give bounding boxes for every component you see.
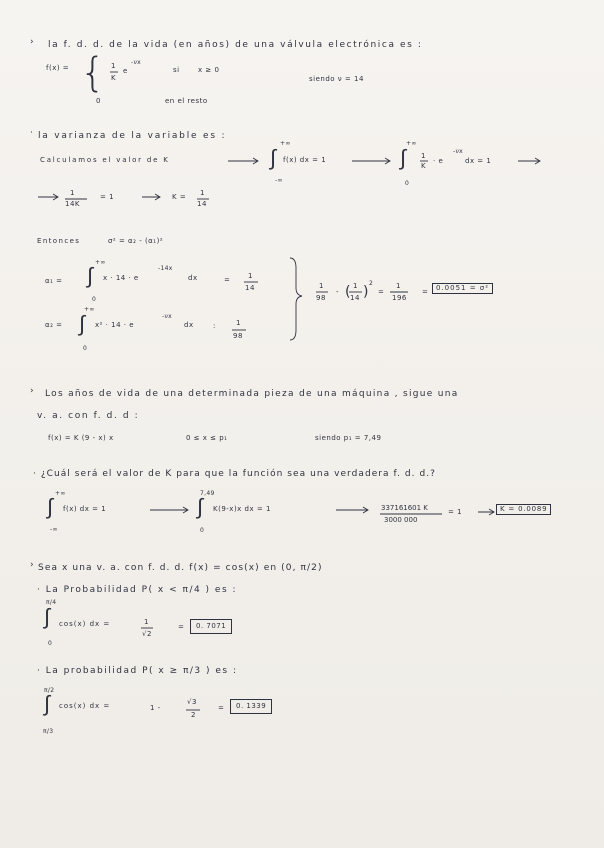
fraction-num: 1 bbox=[319, 282, 324, 290]
integral-icon: ∫ bbox=[270, 146, 277, 171]
int-lower: 0 bbox=[405, 180, 410, 187]
s2-variance-formula: σ² = α₂ - (α₁)² bbox=[108, 237, 164, 245]
s2-heading: la varianza de la variable es : bbox=[38, 131, 227, 141]
s3-question: · ¿Cuál será el valor de K para que la función sea una verdadera f. d. d.? bbox=[33, 469, 437, 479]
fraction-den: 196 bbox=[392, 294, 407, 302]
variance-result-box: 0.0051 = σ² bbox=[432, 283, 493, 294]
p2-result-box: 0. 1339 bbox=[230, 699, 272, 714]
fraction-den: K bbox=[421, 162, 427, 170]
arrow-icon bbox=[352, 158, 390, 164]
integral-icon: ∫ bbox=[44, 692, 51, 717]
int-lower: 0 bbox=[83, 345, 88, 352]
fraction-num: 1 bbox=[144, 618, 149, 626]
s2-l2-eq: = 1 bbox=[100, 193, 115, 201]
int-upper: +∞ bbox=[406, 140, 417, 147]
s4-p1-body: cos(x) dx = bbox=[59, 620, 111, 628]
alpha2-label: α₂ = bbox=[45, 321, 63, 329]
fraction-num: 1 bbox=[200, 189, 205, 197]
arrow-icon bbox=[228, 158, 258, 164]
integral-icon: ∫ bbox=[197, 495, 204, 520]
fraction-den: 98 bbox=[316, 294, 326, 302]
fraction-num: √3 bbox=[187, 698, 197, 706]
s3-siendo: siendo p₁ = 7,49 bbox=[315, 434, 382, 442]
exponent: -14x bbox=[158, 265, 173, 272]
arrow-icon bbox=[38, 194, 58, 200]
s3-range: 0 ≤ x ≤ p₁ bbox=[186, 434, 228, 442]
s2-int2-dx: dx = 1 bbox=[465, 157, 492, 165]
fraction-num: 1 bbox=[421, 152, 426, 160]
fraction-den: K bbox=[111, 74, 117, 82]
s1-resto: en el resto bbox=[165, 97, 208, 105]
s1-zero: 0 bbox=[96, 97, 101, 105]
arrow-icon bbox=[150, 507, 188, 513]
s1-siendo: siendo ν = 14 bbox=[309, 75, 364, 83]
int-lower: -∞ bbox=[50, 526, 58, 533]
fraction-num: 1 bbox=[111, 62, 116, 70]
alpha2-body: x² · 14 · e bbox=[95, 321, 135, 329]
alpha2-eq: : bbox=[213, 322, 216, 330]
equals: = 1 bbox=[448, 508, 463, 516]
int-lower: π/3 bbox=[43, 728, 54, 735]
equals: = bbox=[422, 288, 429, 296]
s3-fx: f(x) = K (9 - x) x bbox=[48, 434, 114, 442]
int-upper: +∞ bbox=[280, 140, 291, 147]
fraction-den: 2 bbox=[191, 711, 196, 719]
int-lower: 0 bbox=[92, 296, 97, 303]
s3-int1: f(x) dx = 1 bbox=[63, 505, 107, 513]
fraction-den: 14 bbox=[245, 284, 255, 292]
int-lower: 0 bbox=[48, 640, 53, 647]
exponent: -νx bbox=[162, 313, 172, 320]
int-lower: -∞ bbox=[275, 177, 283, 184]
integral-icon: ∫ bbox=[87, 264, 94, 289]
s4-p1-label: · La Probabilidad P( x < π/4 ) es : bbox=[37, 585, 238, 595]
bracket bbox=[290, 258, 302, 340]
brace-icon: { bbox=[80, 50, 106, 96]
fraction-num: 1 bbox=[353, 282, 358, 290]
fraction-num: 1 bbox=[248, 272, 253, 280]
exp-base: e bbox=[123, 67, 128, 75]
s4-line1: Sea x una v. a. con f. d. d. f(x) = cos(x) en (0, π/2) bbox=[38, 563, 323, 573]
k-result-box: K = 0.0089 bbox=[496, 504, 551, 515]
p1-result-box: 0. 7071 bbox=[190, 619, 232, 634]
bullet-icon: › bbox=[30, 37, 34, 47]
arrow-icon bbox=[142, 194, 160, 200]
fraction-num: 1 bbox=[70, 189, 75, 197]
s2-calc: Calculamos el valor de K bbox=[40, 156, 170, 164]
minus: - bbox=[336, 288, 340, 296]
arrow-icon bbox=[336, 507, 368, 513]
exponent: 2 bbox=[369, 280, 374, 287]
integral-icon: ∫ bbox=[47, 495, 54, 520]
s4-p2-one: 1 - bbox=[150, 704, 161, 712]
fraction-den: 14 bbox=[197, 200, 207, 208]
s2-int2-body: · e bbox=[433, 157, 444, 165]
int-upper: +∞ bbox=[84, 306, 95, 313]
s2-l2-k: K = bbox=[172, 193, 187, 201]
int-upper: +∞ bbox=[95, 259, 106, 266]
exponent: -νx bbox=[131, 59, 141, 66]
integral-icon: ∫ bbox=[400, 146, 407, 171]
bullet-icon: · bbox=[30, 128, 33, 138]
s2-entonces: Entonces bbox=[37, 237, 81, 245]
s1-condition: x ≥ 0 bbox=[198, 66, 220, 74]
s3-int2: K(9-x)x dx = 1 bbox=[213, 505, 271, 513]
alpha1-body: x · 14 · e bbox=[103, 274, 139, 282]
fraction-num: 1 bbox=[396, 282, 401, 290]
int-upper: 7,49 bbox=[200, 490, 215, 497]
int-upper: π/4 bbox=[46, 599, 57, 606]
s1-fx: f(x) = bbox=[46, 64, 70, 72]
s1-heading: la f. d. d. de la vida (en años) de una válvula electrónica es : bbox=[48, 40, 423, 50]
fraction-den: 14K bbox=[65, 200, 80, 208]
integral-icon: ∫ bbox=[79, 312, 86, 337]
fraction-den: √2 bbox=[142, 630, 152, 638]
int-lower: 0 bbox=[200, 527, 205, 534]
fraction-den: 14 bbox=[350, 294, 360, 302]
equals: = bbox=[218, 704, 225, 712]
alpha1-dx: dx bbox=[188, 274, 198, 282]
s4-p2-label: · La probabilidad P( x ≥ π/3 ) es : bbox=[37, 666, 238, 676]
fraction-num: 337161601 K bbox=[381, 504, 428, 512]
int-upper: +∞ bbox=[55, 490, 66, 497]
arrow-icon bbox=[518, 158, 540, 164]
s1-si: si bbox=[173, 66, 180, 74]
equals: = bbox=[178, 623, 185, 631]
s3-line2: v. a. con f. d. d : bbox=[37, 411, 140, 421]
arrow-icon bbox=[478, 509, 494, 515]
integral-icon: ∫ bbox=[44, 605, 51, 630]
s4-p2-body: cos(x) dx = bbox=[59, 702, 111, 710]
int-upper: π/2 bbox=[44, 687, 55, 694]
bullet-icon: › bbox=[30, 560, 34, 570]
s3-line1: Los años de vida de una determinada pieza de una máquina , sigue una bbox=[45, 389, 459, 399]
alpha2-dx: dx bbox=[184, 321, 194, 329]
exponent: -νx bbox=[453, 148, 463, 155]
bullet-icon: › bbox=[30, 386, 34, 396]
fraction-den: 3000 000 bbox=[384, 516, 418, 524]
alpha1-label: α₁ = bbox=[45, 277, 63, 285]
alpha1-eq: = bbox=[224, 276, 231, 284]
equals: = bbox=[378, 288, 385, 296]
paren-right: ) bbox=[363, 284, 369, 300]
s2-int1: f(x) dx = 1 bbox=[283, 156, 327, 164]
fraction-den: 98 bbox=[233, 332, 243, 340]
paren-left: ( bbox=[345, 284, 351, 300]
fraction-num: 1 bbox=[236, 319, 241, 327]
